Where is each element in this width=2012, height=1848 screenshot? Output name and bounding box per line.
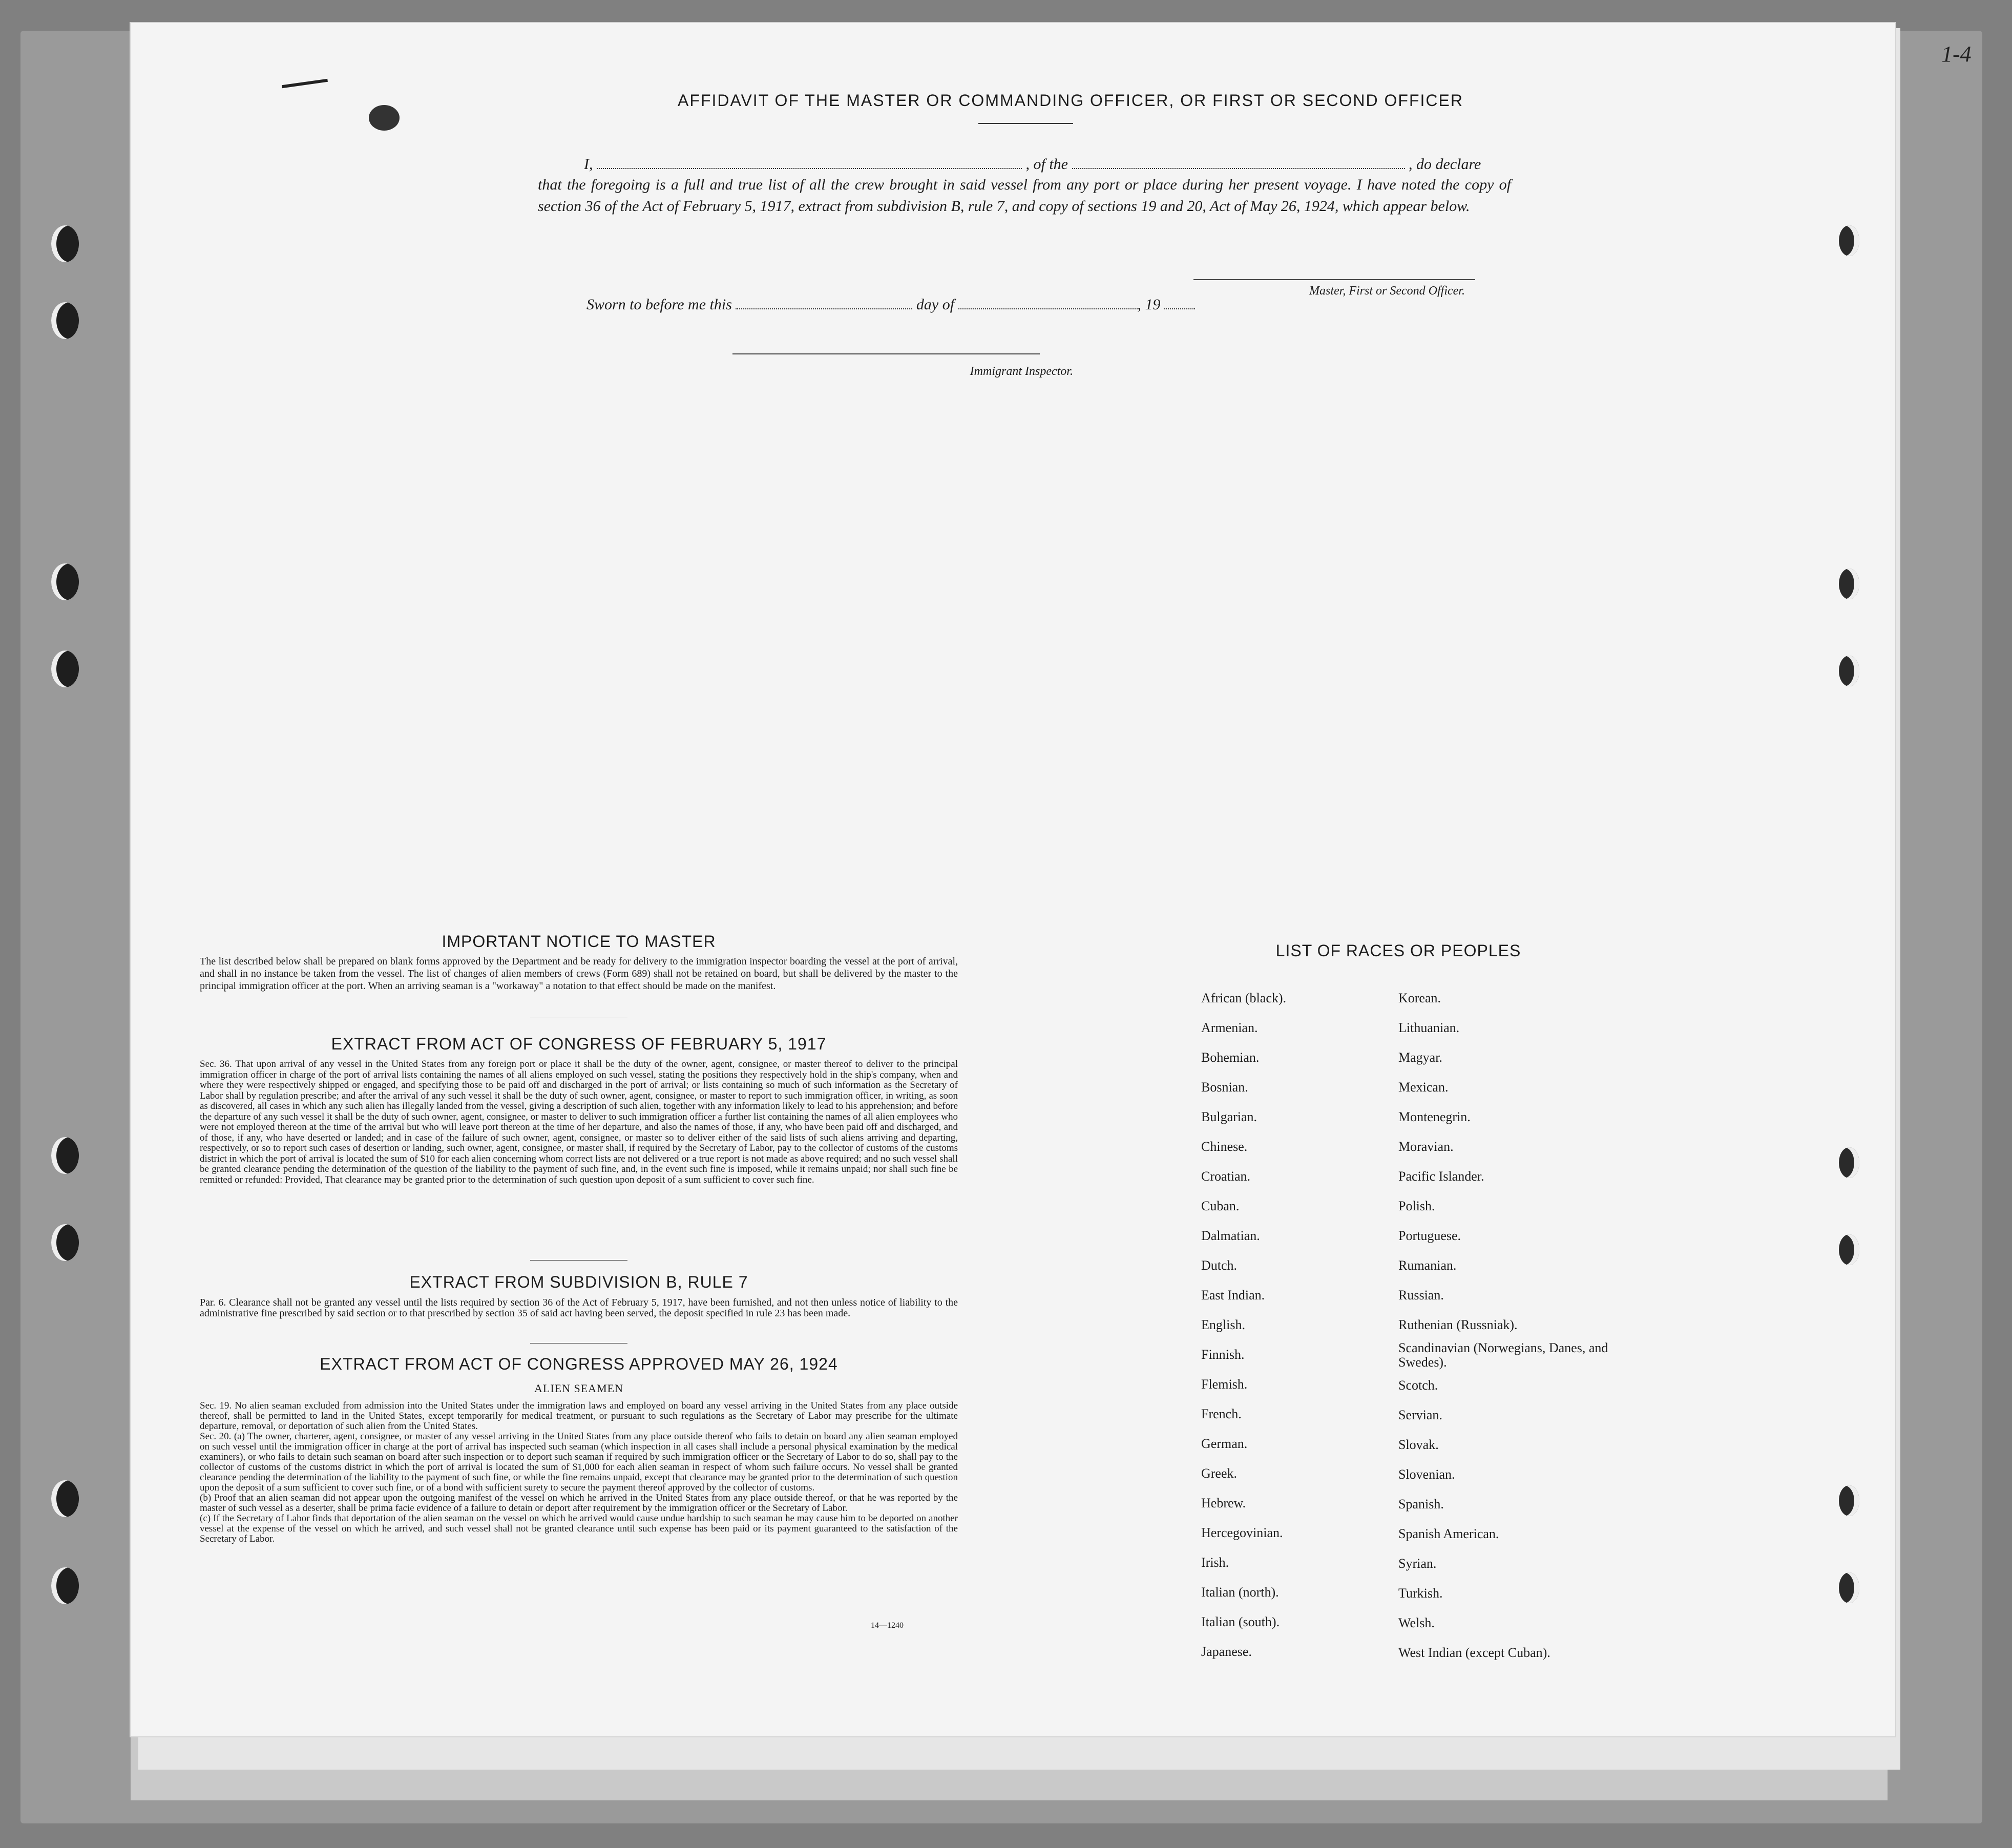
binder-hole [51,1480,79,1517]
notice-title: IMPORTANT NOTICE TO MASTER [442,932,716,951]
race-item: Cuban. [1201,1199,1240,1213]
title-rule [978,123,1073,124]
binder-hole [51,225,79,262]
race-item: Italian (north). [1201,1585,1279,1600]
race-item: Montenegrin. [1398,1109,1471,1124]
race-item: Chinese. [1201,1139,1248,1154]
race-item: Servian. [1398,1408,1442,1422]
sec-19: Sec. 19. No alien seaman excluded from admission into the United States under the immigration laws and employed on board any vessel arriving in the United States from any place outside thereof, shall be permitted to land in the United States, except temporarily for medical treatment, or pursuant to such regulations as the Secretary of Labor may prescribe for the ultimate departure, removal, or deportation of such alien from the United States. [200,1400,958,1432]
extract-b7-title: EXTRACT FROM SUBDIVISION B, RULE 7 [409,1273,748,1291]
corner-note: 1-4 [1941,41,1972,67]
race-item: African (black). [1201,991,1287,1005]
race-item: Portuguese. [1398,1228,1461,1243]
race-item: Welsh. [1398,1615,1435,1630]
page-hole [1839,569,1859,599]
race-item: Bulgarian. [1201,1109,1258,1124]
race-item: Bosnian. [1201,1080,1248,1095]
name-field[interactable] [597,168,1022,169]
label-day-of: day of [916,296,955,313]
extract-1917-title: EXTRACT FROM ACT OF CONGRESS OF FEBRUARY 5, 1917 [331,1035,827,1053]
sworn-line [586,296,1304,313]
race-item: Syrian. [1398,1556,1437,1571]
form-number: 14—1240 [871,1621,904,1630]
race-item: Croatian. [1201,1169,1251,1184]
race-item: Spanish. [1398,1497,1444,1511]
races-column-1 [1201,983,1386,1667]
sec-20c: (c) If the Secretary of Labor finds that deportation of the alien seaman on the vessel on which he arrived would cause undue hardship to such seaman he may cause him to be deported on another vessel at the expense of the vessel on which he arrived, and such vessel shall not be granted clearance until such expense has been paid or its payment guaranteed to the satisfaction of the Secretary of Labor. [200,1513,958,1544]
page-hole [1839,1147,1859,1178]
race-item: Finnish. [1201,1347,1245,1362]
race-item: East Indian. [1201,1288,1265,1303]
races-column-2 [1398,983,1634,1668]
race-item: Spanish American. [1398,1526,1499,1541]
extract-1917-body: Sec. 36. That upon arrival of any vessel in the United States from any foreign port or place it shall be the duty of the owner, agent, consignee, or master thereof to deliver to the principal immigration officer in charge of the port of arrival lists containing the names of all aliens employed on such vessel, stating the positions they respectively hold in the ship's company, when and where they were respectively shipped or engaged, and specifying those to be paid off and discharged in the port of arrival; or lists containing so much of such information as the Secretary of Labor shall by regulation prescribe; and after the arrival of any such vessel it shall be the duty of such owner, agent, consignee, or master to report to such immigration officer, in writing, as soon as discovered, all cases in which any such alien has illegally landed from the vessel, giving a description of such alien, together with any information likely to lead to his apprehension; and before the departure of any such vessel it shall be the duty of such owner, agent, consignee, or master to deliver to such immigration officer a further list containing the names of all alien employees who were not employed thereon at the time of the arrival but who will leave port thereon at the time of her departure, and also the names of those, if any, who have been paid off and discharged, and of those, if any, who have deserted or landed; and in case of the failure of such owner, agent, consignee, or master so to deliver either of the said lists of such aliens arriving and departing, respectively, or so to report such cases of desertion or landing, such owner, agent, consignee, or master shall, if required by the Secretary of Labor, pay to the collector of customs of the customs district in which the port of arrival is located the sum of $10 for each alien concerning whom correct lists are not delivered or a true report is not made as above required; and no such vessel shall be granted clearance pending the determination of the question of the liability to the payment of such fine, and, in the event such fine is imposed, while it remains unpaid; nor shall such fine be remitted or refunded: Provided, That clearance may be granted prior to the determination of such question upon deposit of a sum sufficient to cover such fine. [200,1059,958,1185]
race-item: Dutch. [1201,1258,1238,1273]
race-item: Greek. [1201,1466,1238,1481]
page-hole [1839,225,1859,256]
affidavit-title: AFFIDAVIT OF THE MASTER OR COMMANDING OFFICER, OR FIRST OR SECOND OFFICER [678,91,1463,110]
race-item: English. [1201,1317,1245,1332]
race-item: Bohemian. [1201,1050,1260,1065]
extract-b7-body: Par. 6. Clearance shall not be granted any vessel until the lists required by section 36 of the Act of February 5, 1917, have been furnished, and not then unless notice of liability to the administrative fine prescribed by said section or to that prescribed by section 35 of said act having been served, the deposit specified in rule 23 has been made. [200,1297,958,1319]
master-signature-label: Master, First or Second Officer. [1309,284,1465,298]
page-hole [1839,1485,1859,1516]
race-item: Pacific Islander. [1398,1169,1484,1184]
race-item: Slovenian. [1398,1467,1455,1482]
race-item: Rumanian. [1398,1258,1457,1273]
race-item: Slovak. [1398,1437,1439,1452]
affidavit-body: that the foregoing is a full and true list of all the crew brought in said vessel from any port or place during her present voyage. I have noted the copy of section 36 of the Act of February 5, 1917, extract from subdivision B, rule 7, and copy of sections 19 and 20, Act of May 26, 1924, which appear below. [538,176,1511,215]
race-item: Hercegovinian. [1201,1525,1283,1540]
binder-hole [51,302,79,339]
race-item: Russian. [1398,1288,1444,1303]
race-item: Magyar. [1398,1050,1442,1065]
vessel-field[interactable] [1072,168,1405,169]
race-item: Turkish. [1398,1586,1443,1601]
binder-hole [51,1137,79,1174]
race-item: Polish. [1398,1199,1435,1213]
race-item: Dalmatian. [1201,1228,1260,1243]
race-item: Flemish. [1201,1377,1248,1392]
notice-body: The list described below shall be prepared on blank forms approved by the Department and be ready for delivery to the immigration inspector boarding the vessel at the port of arrival, and shall in no instance be taken from the vessel. The list of changes of alien members of crews (Form 689) shall not be retained on board, but shall be delivered by the master to the principal immigration officer at the port. When an arriving seaman is a "workaway" a notation to that effect should be made on the manifest. [200,956,958,992]
month-field[interactable] [958,308,1138,309]
ink-blot [369,105,400,131]
sec-20b: (b) Proof that an alien seaman did not appear upon the outgoing manifest of the vessel on which he arrived in the United States from any place outside thereof, or that he was reported by the master of such vessel as a deserter, shall be prima facie evidence of a failure to detain or deport after requirement by the immigration officer or the Secretary of Labor. [200,1493,958,1514]
inspector-signature-line[interactable] [732,353,1040,354]
label-year: , 19 [1137,296,1161,313]
race-item: Irish. [1201,1555,1229,1570]
binder-hole [51,1567,79,1604]
year-field[interactable] [1164,308,1195,309]
race-item: German. [1201,1436,1248,1451]
race-item: Lithuanian. [1398,1020,1460,1035]
race-item: Japanese. [1201,1644,1252,1659]
extract-1924-title: EXTRACT FROM ACT OF CONGRESS APPROVED MAY 26, 1924 [320,1355,838,1373]
race-item: Mexican. [1398,1080,1449,1095]
master-signature-line[interactable] [1193,279,1475,280]
label-i: I, [584,156,593,173]
race-item: Moravian. [1398,1139,1454,1154]
binder-hole [51,650,79,687]
extract-1924-subtitle: ALIEN SEAMEN [534,1382,623,1395]
day-field[interactable] [736,308,912,309]
race-item: Hebrew. [1201,1496,1246,1510]
race-item: Korean. [1398,991,1441,1005]
sec-20a: Sec. 20. (a) The owner, charterer, agent, consignee, or master of any vessel arriving in the United States from any place outside thereof who fails to detain on board any alien seaman employed on such vessel until the immigration officer in charge at the port of arrival has inspected such seaman (which inspection in all cases shall include a personal physical examination by the medical examiners), or who fails to detain such seaman on board after such inspection or to deport such seaman if required by such immigration officer or the Secretary of Labor to do so, shall pay to the collector of customs of the customs district in which the port of arrival is located the sum of $1,000 for each alien seaman in respect of whom such failure occurs. No vessel shall be granted clearance pending the determination of the liability to the payment of such fine, or while the fine remains unpaid, except that clearance may be granted prior to the determination of such question upon the deposit of a sum sufficient to cover such fine, or of a bond with sufficient surety to secure the payment thereof approved by the collector of customs. [200,1431,958,1493]
race-item: West Indian (except Cuban). [1398,1645,1550,1660]
extract-1924-body [200,1401,958,1544]
binder-hole [51,563,79,600]
page-hole [1839,1572,1859,1603]
race-item: Italian (south). [1201,1614,1280,1629]
inspector-signature-label: Immigrant Inspector. [970,365,1073,378]
page-hole [1839,656,1859,686]
race-item: French. [1201,1406,1242,1421]
race-item: Scandinavian (Norwegians, Danes, and Swedes). [1398,1340,1608,1370]
race-item: Ruthenian (Russniak). [1398,1317,1518,1332]
label-sworn: Sworn to before me this [586,296,732,313]
label-declare: , do declare [1409,156,1481,173]
divider [530,1260,627,1261]
race-item: Scotch. [1398,1378,1438,1393]
races-title: LIST OF RACES OR PEOPLES [1275,941,1521,960]
affidavit-line1 [538,154,1511,175]
binder-hole [51,1224,79,1261]
page-hole [1839,1234,1859,1265]
label-of-the: , of the [1025,156,1068,173]
race-item: Armenian. [1201,1020,1258,1035]
